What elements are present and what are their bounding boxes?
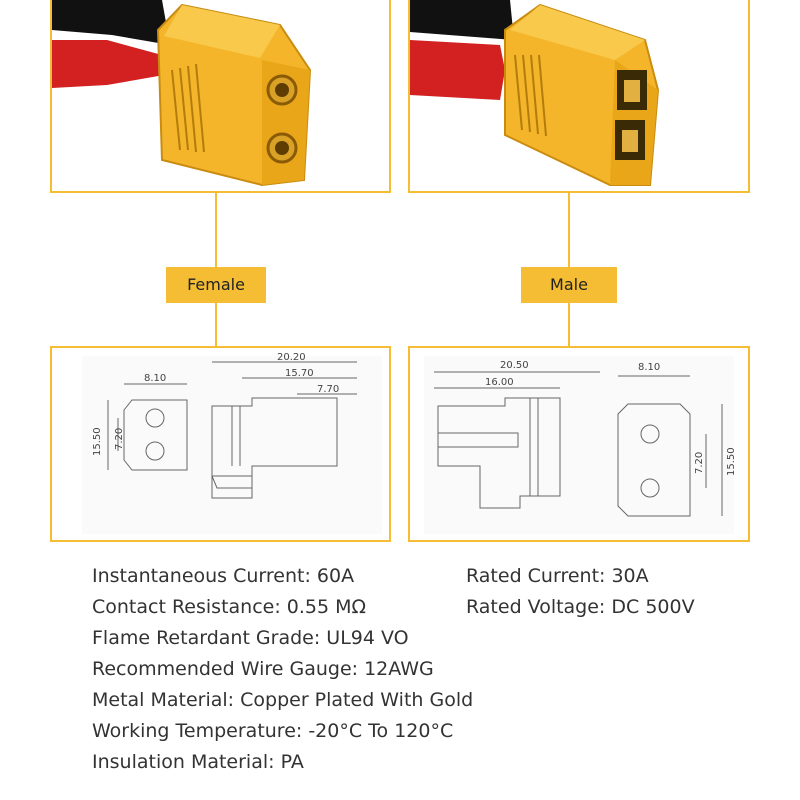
dim-male-length-2: 16.00	[485, 377, 514, 388]
male-connector-illustration	[410, 0, 748, 191]
female-dimension-drawing-panel	[50, 346, 391, 542]
spec-flame-retardant-grade: Flame Retardant Grade: UL94 VO	[92, 627, 409, 649]
spec-rated-current: Rated Current: 30A	[466, 565, 649, 587]
dim-male-pin-pitch: 7.20	[694, 451, 705, 474]
dim-female-height: 15.50	[92, 427, 103, 456]
female-connector-line-top	[215, 193, 217, 267]
specifications-right-column	[466, 561, 695, 623]
dim-female-length-2: 15.70	[285, 368, 314, 379]
male-connector-line-bottom	[568, 303, 570, 346]
male-pin-top	[624, 80, 640, 102]
drawing-background	[424, 356, 734, 534]
spec-instantaneous-current: Instantaneous Current: 60A	[92, 565, 355, 587]
red-wire	[410, 40, 505, 100]
spec-rated-voltage: Rated Voltage: DC 500V	[466, 596, 695, 618]
male-connector-photo-panel	[408, 0, 750, 193]
dim-male-width: 8.10	[638, 362, 661, 373]
dim-male-height: 15.50	[726, 447, 737, 476]
spec-recommended-wire-gauge: Recommended Wire Gauge: 12AWG	[92, 658, 434, 680]
spec-working-temperature: Working Temperature: -20°C To 120°C	[92, 720, 454, 742]
female-connector-line-bottom	[215, 303, 217, 346]
socket-hole-top	[275, 83, 289, 97]
spec-metal-material: Metal Material: Copper Plated With Gold	[92, 689, 474, 711]
male-dimension-drawing	[410, 348, 748, 540]
specifications-left-column	[92, 561, 473, 778]
dim-female-pin-pitch: 7.20	[114, 427, 125, 450]
female-label: Female	[166, 267, 266, 303]
male-label: Male	[521, 267, 617, 303]
spec-contact-resistance: Contact Resistance: 0.55 MΩ	[92, 596, 367, 618]
male-pin-bottom	[622, 130, 638, 152]
dim-male-overall-length: 20.50	[500, 360, 529, 371]
spec-insulation-material: Insulation Material: PA	[92, 751, 304, 773]
male-connector-line-top	[568, 193, 570, 267]
black-wire	[52, 0, 170, 45]
female-connector-illustration	[52, 0, 389, 191]
socket-hole-bottom	[275, 141, 289, 155]
dim-female-overall-length: 20.20	[277, 352, 306, 363]
dim-female-length-3: 7.70	[317, 384, 340, 395]
female-connector-photo-panel	[50, 0, 391, 193]
black-wire	[410, 0, 514, 40]
female-dimension-drawing	[52, 348, 389, 540]
male-dimension-drawing-panel	[408, 346, 750, 542]
dim-female-width: 8.10	[144, 373, 167, 384]
red-wire	[52, 40, 164, 88]
